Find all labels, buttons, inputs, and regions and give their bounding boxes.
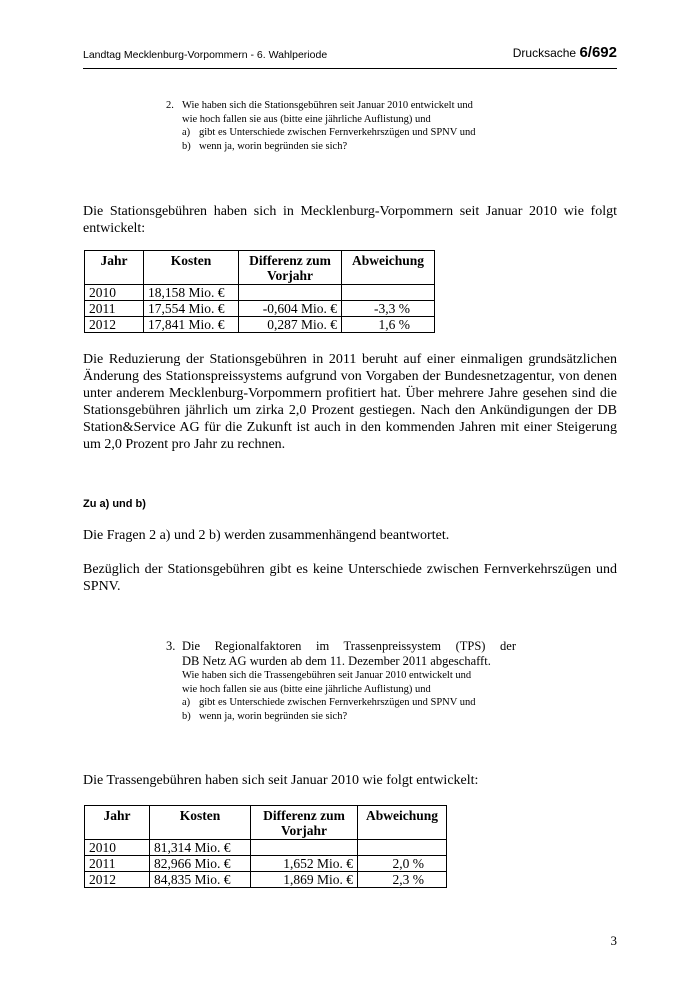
cell-year: 2011 xyxy=(85,301,144,317)
header-parliament-title: Landtag Mecklenburg-Vorpommern - 6. Wahlperiode xyxy=(83,49,328,61)
table-row xyxy=(85,317,435,333)
header-year: Jahr xyxy=(85,251,144,285)
header-deviation: Abweichung xyxy=(342,251,435,285)
question-3-preamble-line-2: DB Netz AG wurden ab dem 11. Dezember 2011 abgeschafft. xyxy=(182,654,491,668)
table-row xyxy=(85,840,447,856)
cell-difference xyxy=(251,840,358,856)
cell-deviation: 2,3 % xyxy=(358,872,447,888)
page-number: 3 xyxy=(610,933,617,948)
question-3-number: 3. xyxy=(166,639,176,653)
header-year: Jahr xyxy=(85,806,150,840)
question-3 xyxy=(166,639,516,723)
question-2-b-label: b) xyxy=(182,140,191,152)
table-row xyxy=(85,856,447,872)
station-fees-table xyxy=(84,250,435,333)
header-document-number xyxy=(513,44,617,61)
cell-difference: 1,869 Mio. € xyxy=(251,872,358,888)
cell-year: 2010 xyxy=(85,840,150,856)
header-cost: Kosten xyxy=(150,806,251,840)
question-2-b-text: wenn ja, worin begründen sie sich? xyxy=(199,140,348,152)
cell-deviation: -3,3 % xyxy=(342,301,435,317)
cell-cost: 81,314 Mio. € xyxy=(150,840,251,856)
header-difference: Differenz zum Vorjahr xyxy=(251,806,358,840)
subheading-zu-a-und-b: Zu a) und b) xyxy=(83,498,146,510)
cell-cost: 18,158 Mio. € xyxy=(144,285,239,301)
question-2-a-text: gibt es Unterschiede zwischen Fernverkehrszügen und SPNV und xyxy=(199,127,476,138)
cell-difference: 1,652 Mio. € xyxy=(251,856,358,872)
header-drucksache-label: Drucksache xyxy=(512,46,580,60)
question-3-a-label: a) xyxy=(182,697,191,708)
cell-cost: 84,835 Mio. € xyxy=(150,872,251,888)
question-2-number: 2. xyxy=(166,100,174,111)
cell-year: 2012 xyxy=(85,317,144,333)
station-fees-explanation: Die Reduzierung der Stationsgebühren in 2011 beruht auf einer einmaligen grundsätzlichen Änderung des Stationspreissystems aufgrund von Vorgaben der Bundesnetzagentur, von denen unter anderem Mecklenburg-Vorpommern profitiert hat. Über mehrere Jahre gesehen sind die Stationsgebühren jährlich um zirka 2,0 Prozent gestiegen. Nach den Ankündigungen der DB Station&Service AG für die Zukunft ist auch in den kommenden Jahren mit einer Steigerung um 2,0 Prozent pro Jahr zu rechnen. xyxy=(83,352,617,452)
question-3-b-label: b) xyxy=(182,710,191,722)
question-3-line-2: wie hoch fallen sie aus (bitte eine jährliche Auflistung) und xyxy=(182,683,431,695)
cell-cost: 17,841 Mio. € xyxy=(144,317,239,333)
question-2-a-label: a) xyxy=(182,127,191,138)
cell-difference: -0,604 Mio. € xyxy=(239,301,342,317)
answer-joint-note: Die Fragen 2 a) und 2 b) werden zusammenhängend beantwortet. xyxy=(83,528,450,543)
cell-deviation: 2,0 % xyxy=(358,856,447,872)
header-cost: Kosten xyxy=(144,251,239,285)
answer-no-differences: Bezüglich der Stationsgebühren gibt es keine Unterschiede zwischen Fernverkehrszügen und SPNV. xyxy=(83,562,617,594)
table-row xyxy=(85,285,435,301)
cell-cost: 82,966 Mio. € xyxy=(150,856,251,872)
table-header-row xyxy=(85,251,435,285)
question-3-preamble-line-1: Die Regionalfaktoren im Trassenpreissystem (TPS) der xyxy=(182,639,516,653)
question-2-line-2: wie hoch fallen sie aus (bitte eine jährliche Auflistung) und xyxy=(182,113,431,125)
question-2-line-1: Wie haben sich die Stationsgebühren seit Januar 2010 entwickelt und xyxy=(182,100,473,111)
cell-difference: 0,287 Mio. € xyxy=(239,317,342,333)
cell-year: 2010 xyxy=(85,285,144,301)
header-deviation: Abweichung xyxy=(358,806,447,840)
table-row xyxy=(85,872,447,888)
table-row xyxy=(85,301,435,317)
header-drucksache-number: 6/692 xyxy=(579,44,617,61)
question-2 xyxy=(166,99,476,153)
cell-deviation xyxy=(342,285,435,301)
track-fees-table xyxy=(84,805,447,888)
header-difference: Differenz zum Vorjahr xyxy=(239,251,342,285)
cell-cost: 17,554 Mio. € xyxy=(144,301,239,317)
station-fees-intro: Die Stationsgebühren haben sich in Mecklenburg-Vorpommern seit Januar 2010 wie folgt entwickelt: xyxy=(83,204,617,236)
track-fees-intro: Die Trassengebühren haben sich seit Januar 2010 wie folgt entwickelt: xyxy=(83,773,479,788)
question-3-b-text: wenn ja, worin begründen sie sich? xyxy=(199,710,348,722)
table-header-row xyxy=(85,806,447,840)
cell-deviation: 1,6 % xyxy=(342,317,435,333)
cell-year: 2012 xyxy=(85,872,150,888)
cell-deviation xyxy=(358,840,447,856)
question-3-a-text: gibt es Unterschiede zwischen Fernverkehrszügen und SPNV und xyxy=(199,697,476,708)
cell-year: 2011 xyxy=(85,856,150,872)
question-3-line-1: Wie haben sich die Trassengebühren seit Januar 2010 entwickelt und xyxy=(182,670,472,681)
page-header xyxy=(83,44,617,69)
cell-difference xyxy=(239,285,342,301)
